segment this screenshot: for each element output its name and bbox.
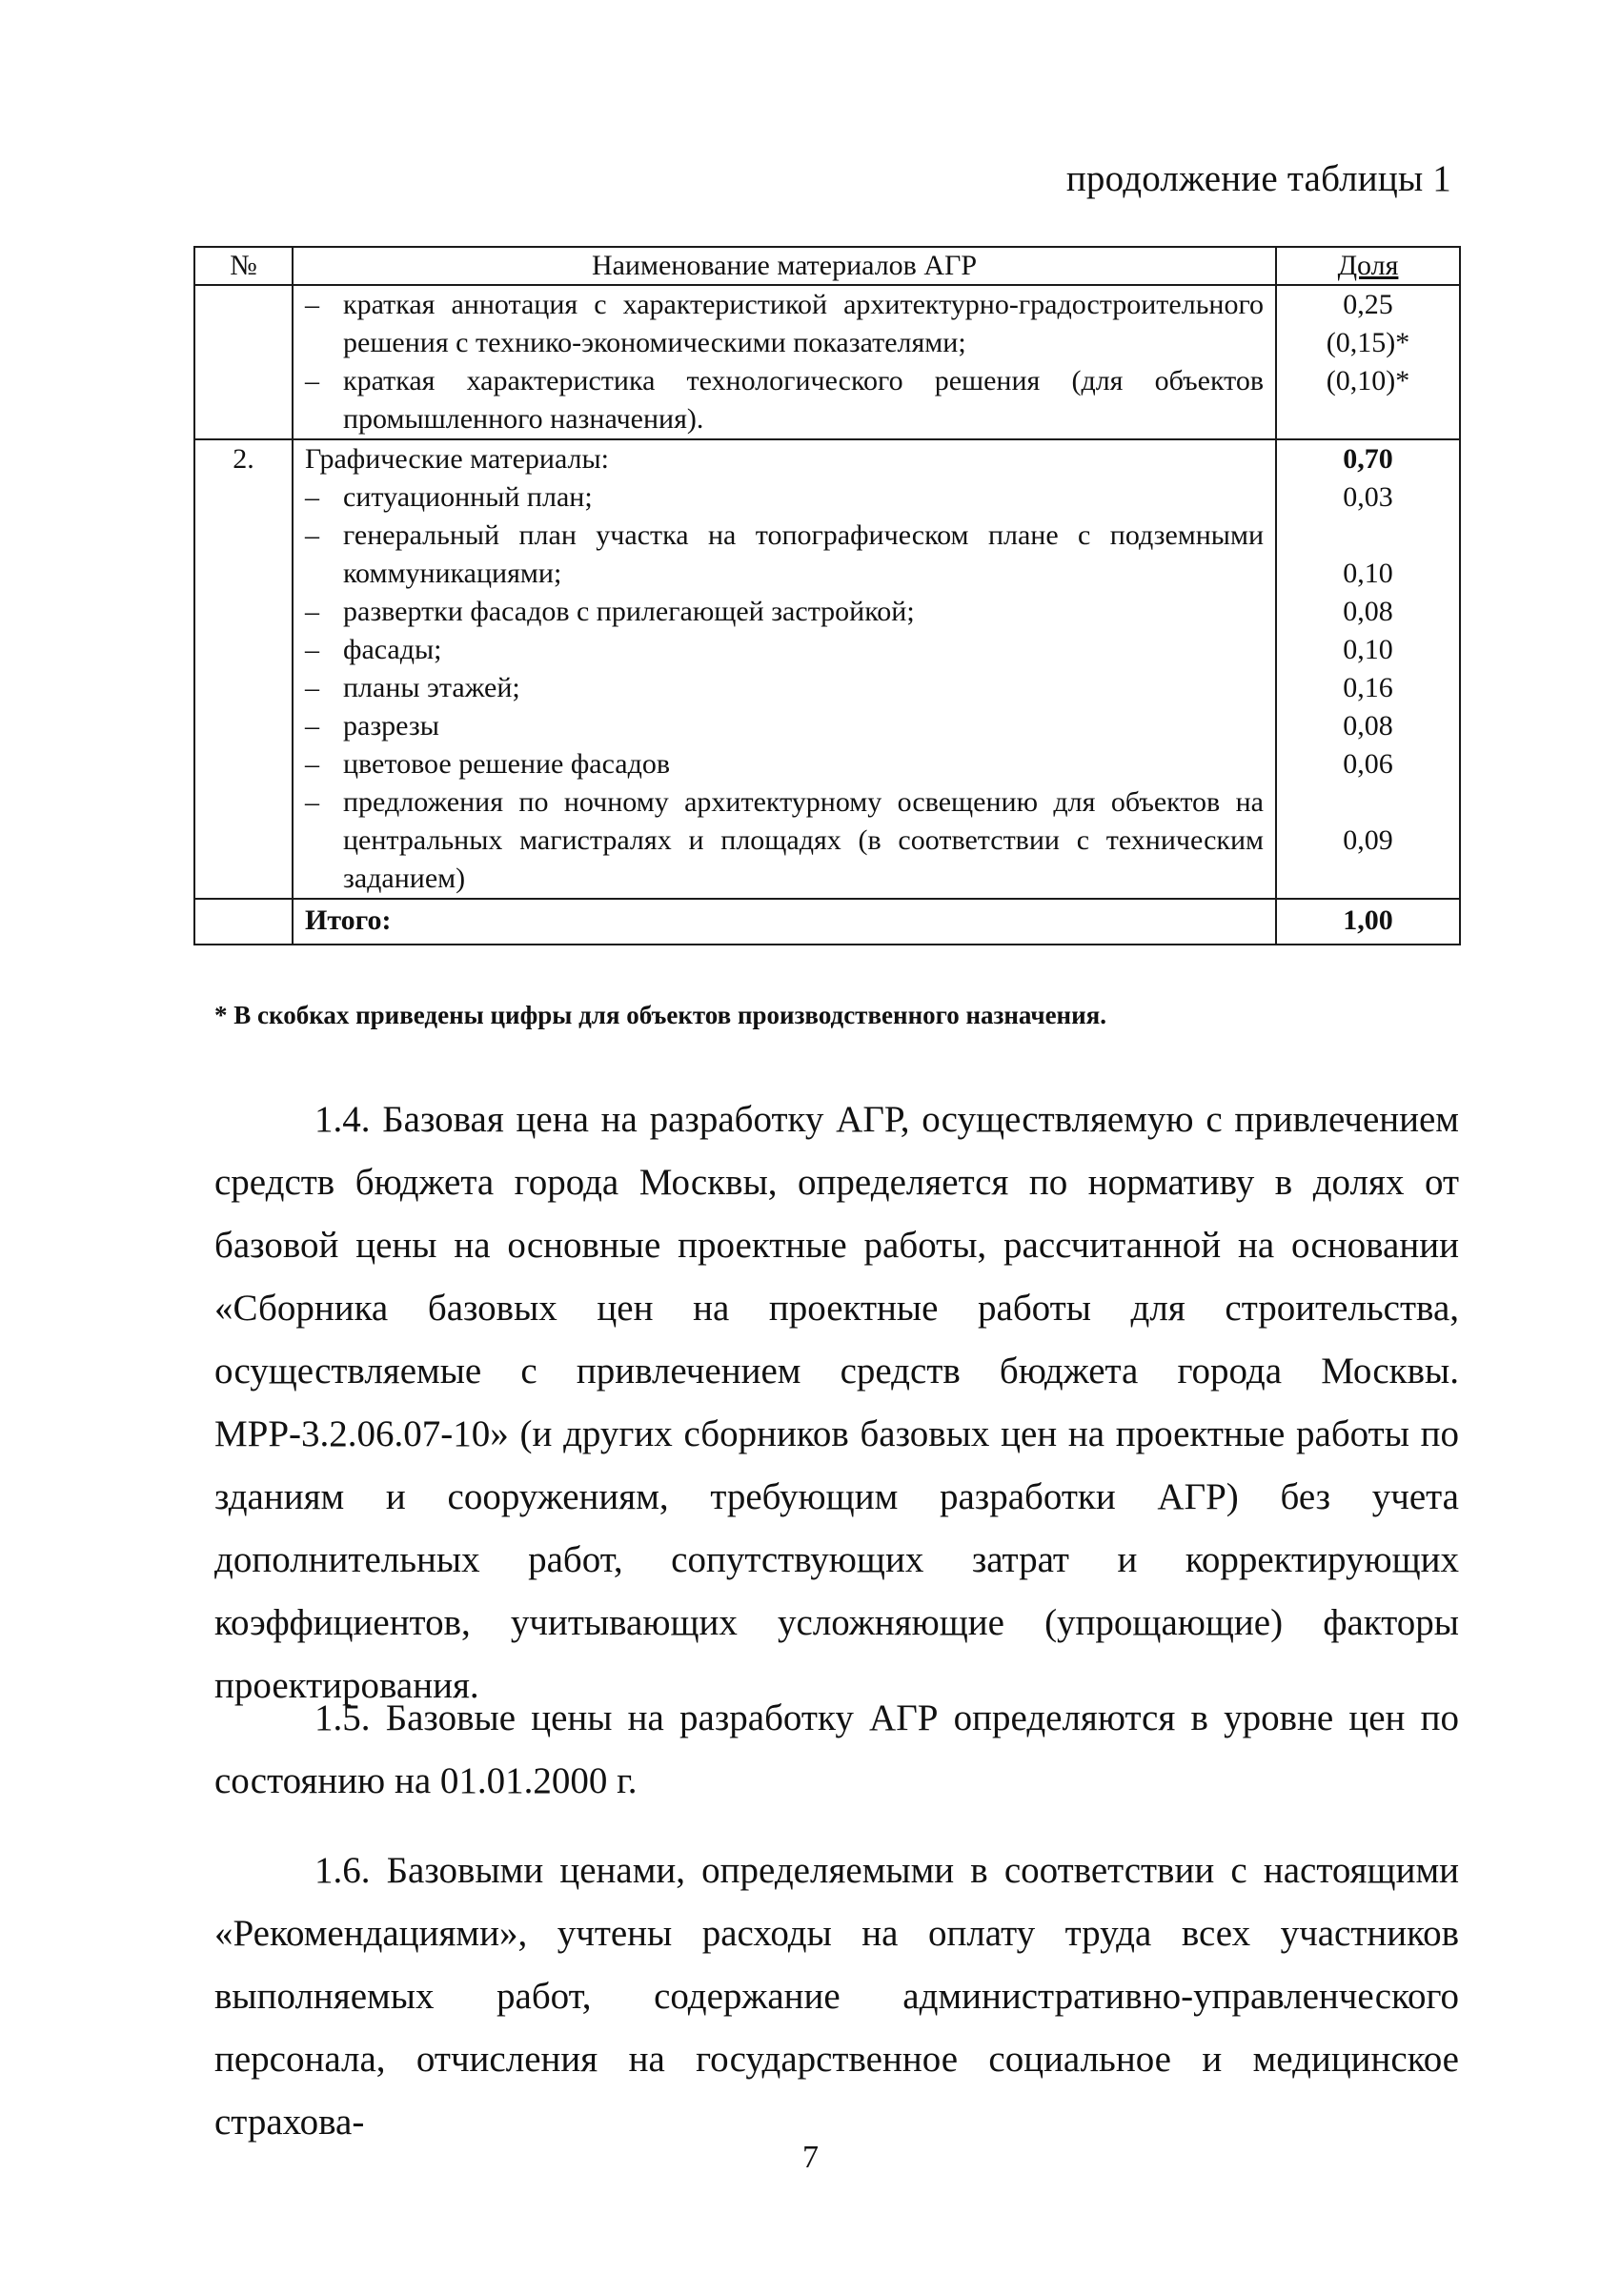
page-number: 7 (802, 2140, 819, 2175)
row-number-cell (194, 285, 293, 439)
list-item: – фасады; (305, 634, 442, 665)
row-name-cell (293, 285, 1276, 439)
row-name-cell (293, 439, 1276, 899)
share-value: (0,15)* (1326, 327, 1410, 358)
share-value: 0,03 (1343, 481, 1393, 513)
share-value: 0,16 (1343, 672, 1393, 703)
table-header-row (194, 247, 1460, 285)
share-value: 0,06 (1343, 748, 1393, 780)
list-item: – предложения по ночному архитектурному освещению для объектов на центральных магистралях и площадях (в соответствии с техническим заданием) (305, 786, 1264, 894)
column-header-number: № (194, 247, 293, 285)
column-header-share: Доля (1276, 247, 1460, 285)
share-spacer (1277, 517, 1459, 555)
list-item: – планы этажей; (305, 672, 520, 703)
total-label: Итого: (293, 899, 1276, 945)
materials-table (193, 246, 1461, 945)
paragraph-1-4 (214, 1088, 1459, 1717)
paragraph-1-5 (214, 1687, 1459, 1813)
paragraph-text: 1.4. Базовая цена на разработку АГР, осуществляемую с привлечением средств бюджета города Москвы, определяется по нормативу в долях от базовой цены на основные проектные работы, рассчитанной на основании «Сборника базовых цен на проектные работы для строительства, осуществляемые с привлечением средств бюджета города Москвы. МРР-3.2.06.07-10» (и других сборников базовых цен на проектные работы по зданиям и сооружениям, требующим разработки АГР) без учета дополнительных работ, сопутствующих затрат и корректирующих коэффициентов, учитывающих усложняющие (упрощающие) факторы проектирования. (214, 1099, 1459, 1706)
paragraph-text: 1.6. Базовыми ценами, определяемыми в соответствии с настоящими «Рекомендациями», учтены расходы на оплату труда всех участников выполняемых работ, содержание административно-управленческого персонала, отчисления на государственное социальное и медицинское страхова- (214, 1850, 1459, 2143)
share-value: 0,09 (1343, 824, 1393, 856)
total-share: 1,00 (1276, 899, 1460, 945)
row-heading: Графические материалы: (305, 443, 610, 475)
share-value: 0,08 (1343, 596, 1393, 627)
table-footnote: * В скобках приведены цифры для объектов производственного назначения. (214, 1001, 1107, 1029)
table-total-row (194, 899, 1460, 945)
row-number-cell (194, 899, 293, 945)
share-value: 0,25 (1343, 289, 1393, 320)
list-item: – краткая характеристика технологического решения (для объектов промышленного назначения). (305, 365, 1264, 435)
share-value: 0,10 (1343, 558, 1393, 589)
paragraph-text: 1.5. Базовые цены на разработку АГР определяются в уровне цен по состоянию на 01.01.2000 г. (214, 1697, 1459, 1801)
share-value: 0,10 (1343, 634, 1393, 665)
row-share-cell (1276, 285, 1460, 439)
list-item: – генеральный план участка на топографическом плане с подземными коммуникациями; (305, 519, 1264, 589)
share-spacer (1277, 783, 1459, 822)
list-item: – разрезы (305, 710, 439, 742)
paragraph-1-6 (214, 1839, 1459, 2154)
share-value: 0,08 (1343, 710, 1393, 742)
row-number-cell: 2. (194, 439, 293, 899)
list-item: – краткая аннотация с характеристикой архитектурно-градостроительного решения с технико-экономическими показателями; (305, 289, 1264, 358)
list-item: – цветовое решение фасадов (305, 748, 671, 780)
column-header-name: Наименование материалов АГР (293, 247, 1276, 285)
share-value: 0,70 (1343, 443, 1393, 475)
table-row (194, 439, 1460, 899)
share-spacer (1277, 860, 1459, 898)
share-value: (0,10)* (1326, 365, 1410, 396)
list-item: – развертки фасадов с прилегающей застройкой; (305, 596, 915, 627)
table-continuation-label: продолжение таблицы 1 (1065, 158, 1451, 199)
row-share-cell (1276, 439, 1460, 899)
list-item: – ситуационный план; (305, 481, 593, 513)
table-row (194, 285, 1460, 439)
